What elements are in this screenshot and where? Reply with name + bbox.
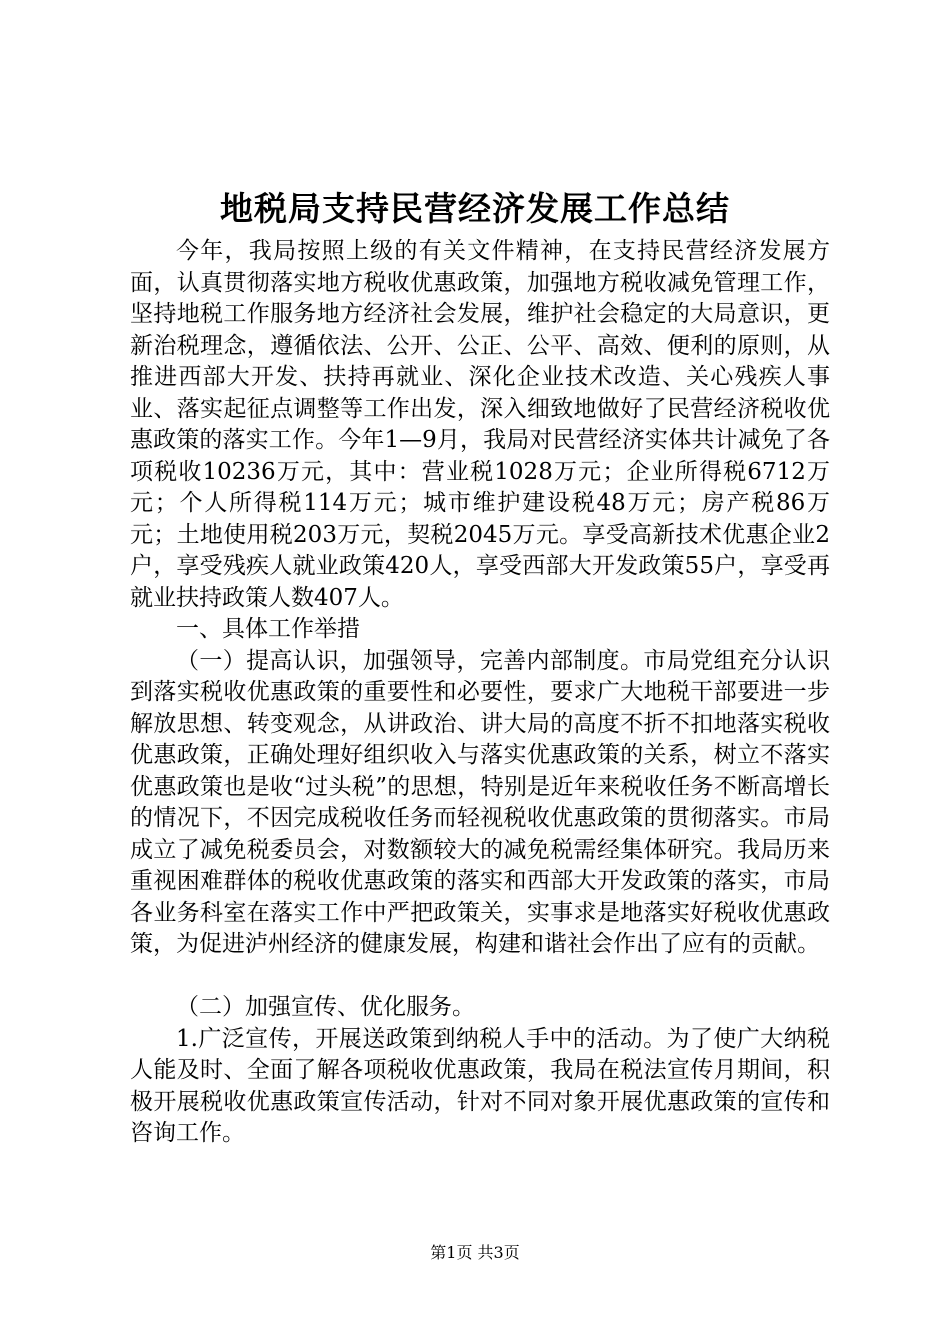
subsection-heading-2: （二）加强宣传、优化服务。 — [176, 994, 475, 1020]
intro-paragraph: 今年，我局按照上级的有关文件精神，在支持民营经济发展方面，认真贯彻落实地方税收优惠政策，加强地方税收减免管理工作，坚持地税工作服务地方经济社会发展，维护社会稳定的大局意识，更新治税理念，遵循依法、公开、公正、公平、高效、便利的原则，从推进西部大开发、扶持再就业、深化企业技术改造、关心残疾人事业、落实起征点调整等工作出发，深入细致地做好了民营经济税收优惠政策的落实工作。今年1—9月，我局对民营经济实体共计减免了各项税收10236万元，其中：营业税1028万元；企业所得税6712万元；个人所得税114万元；城市维护建设税48万元；房产税86万元；土地使用税203万元，契税2045万元。享受高新技术优惠企业2户，享受残疾人就业政策420人，享受西部大开发政策55户，享受再就业扶持政策人数407人。 — [130, 238, 830, 611]
document-body — [130, 236, 830, 1150]
subsection-paragraph-1: （一）提高认识，加强领导，完善内部制度。市局党组充分认识到落实税收优惠政策的重要性和必要性，要求广大地税干部要进一步解放思想、转变观念，从讲政治、讲大局的高度不折不扣地落实税收优惠政策，正确处理好组织收入与落实优惠政策的关系，树立不落实优惠政策也是收“过头税”的思想，特别是近年来税收任务不断高增长的情况下，不因完成税收任务而轻视税收优惠政策的贯彻落实。市局成立了减免税委员会，对数额较大的减免税需经集体研究。我局历来重视困难群体的税收优惠政策的落实和西部大开发政策的落实，市局各业务科室在落实工作中严把政策关，实事求是地落实好税收优惠政策，为促进泸州经济的健康发展，构建和谐社会作出了应有的贡献。 — [130, 647, 830, 957]
item-paragraph-1: 1.广泛宣传，开展送政策到纳税人手中的活动。为了使广大纳税人能及时、全面了解各项税收优惠政策，我局在税法宣传月期间，积极开展税收优惠政策宣传活动，针对不同对象开展优惠政策的宣传和咨询工作。 — [130, 1025, 830, 1146]
page-number-footer: 第1页 共3页 — [430, 1243, 520, 1262]
section-heading: 一、具体工作举措 — [176, 616, 360, 642]
document-title: 地税局支持民营经济发展工作总结 — [220, 189, 730, 228]
